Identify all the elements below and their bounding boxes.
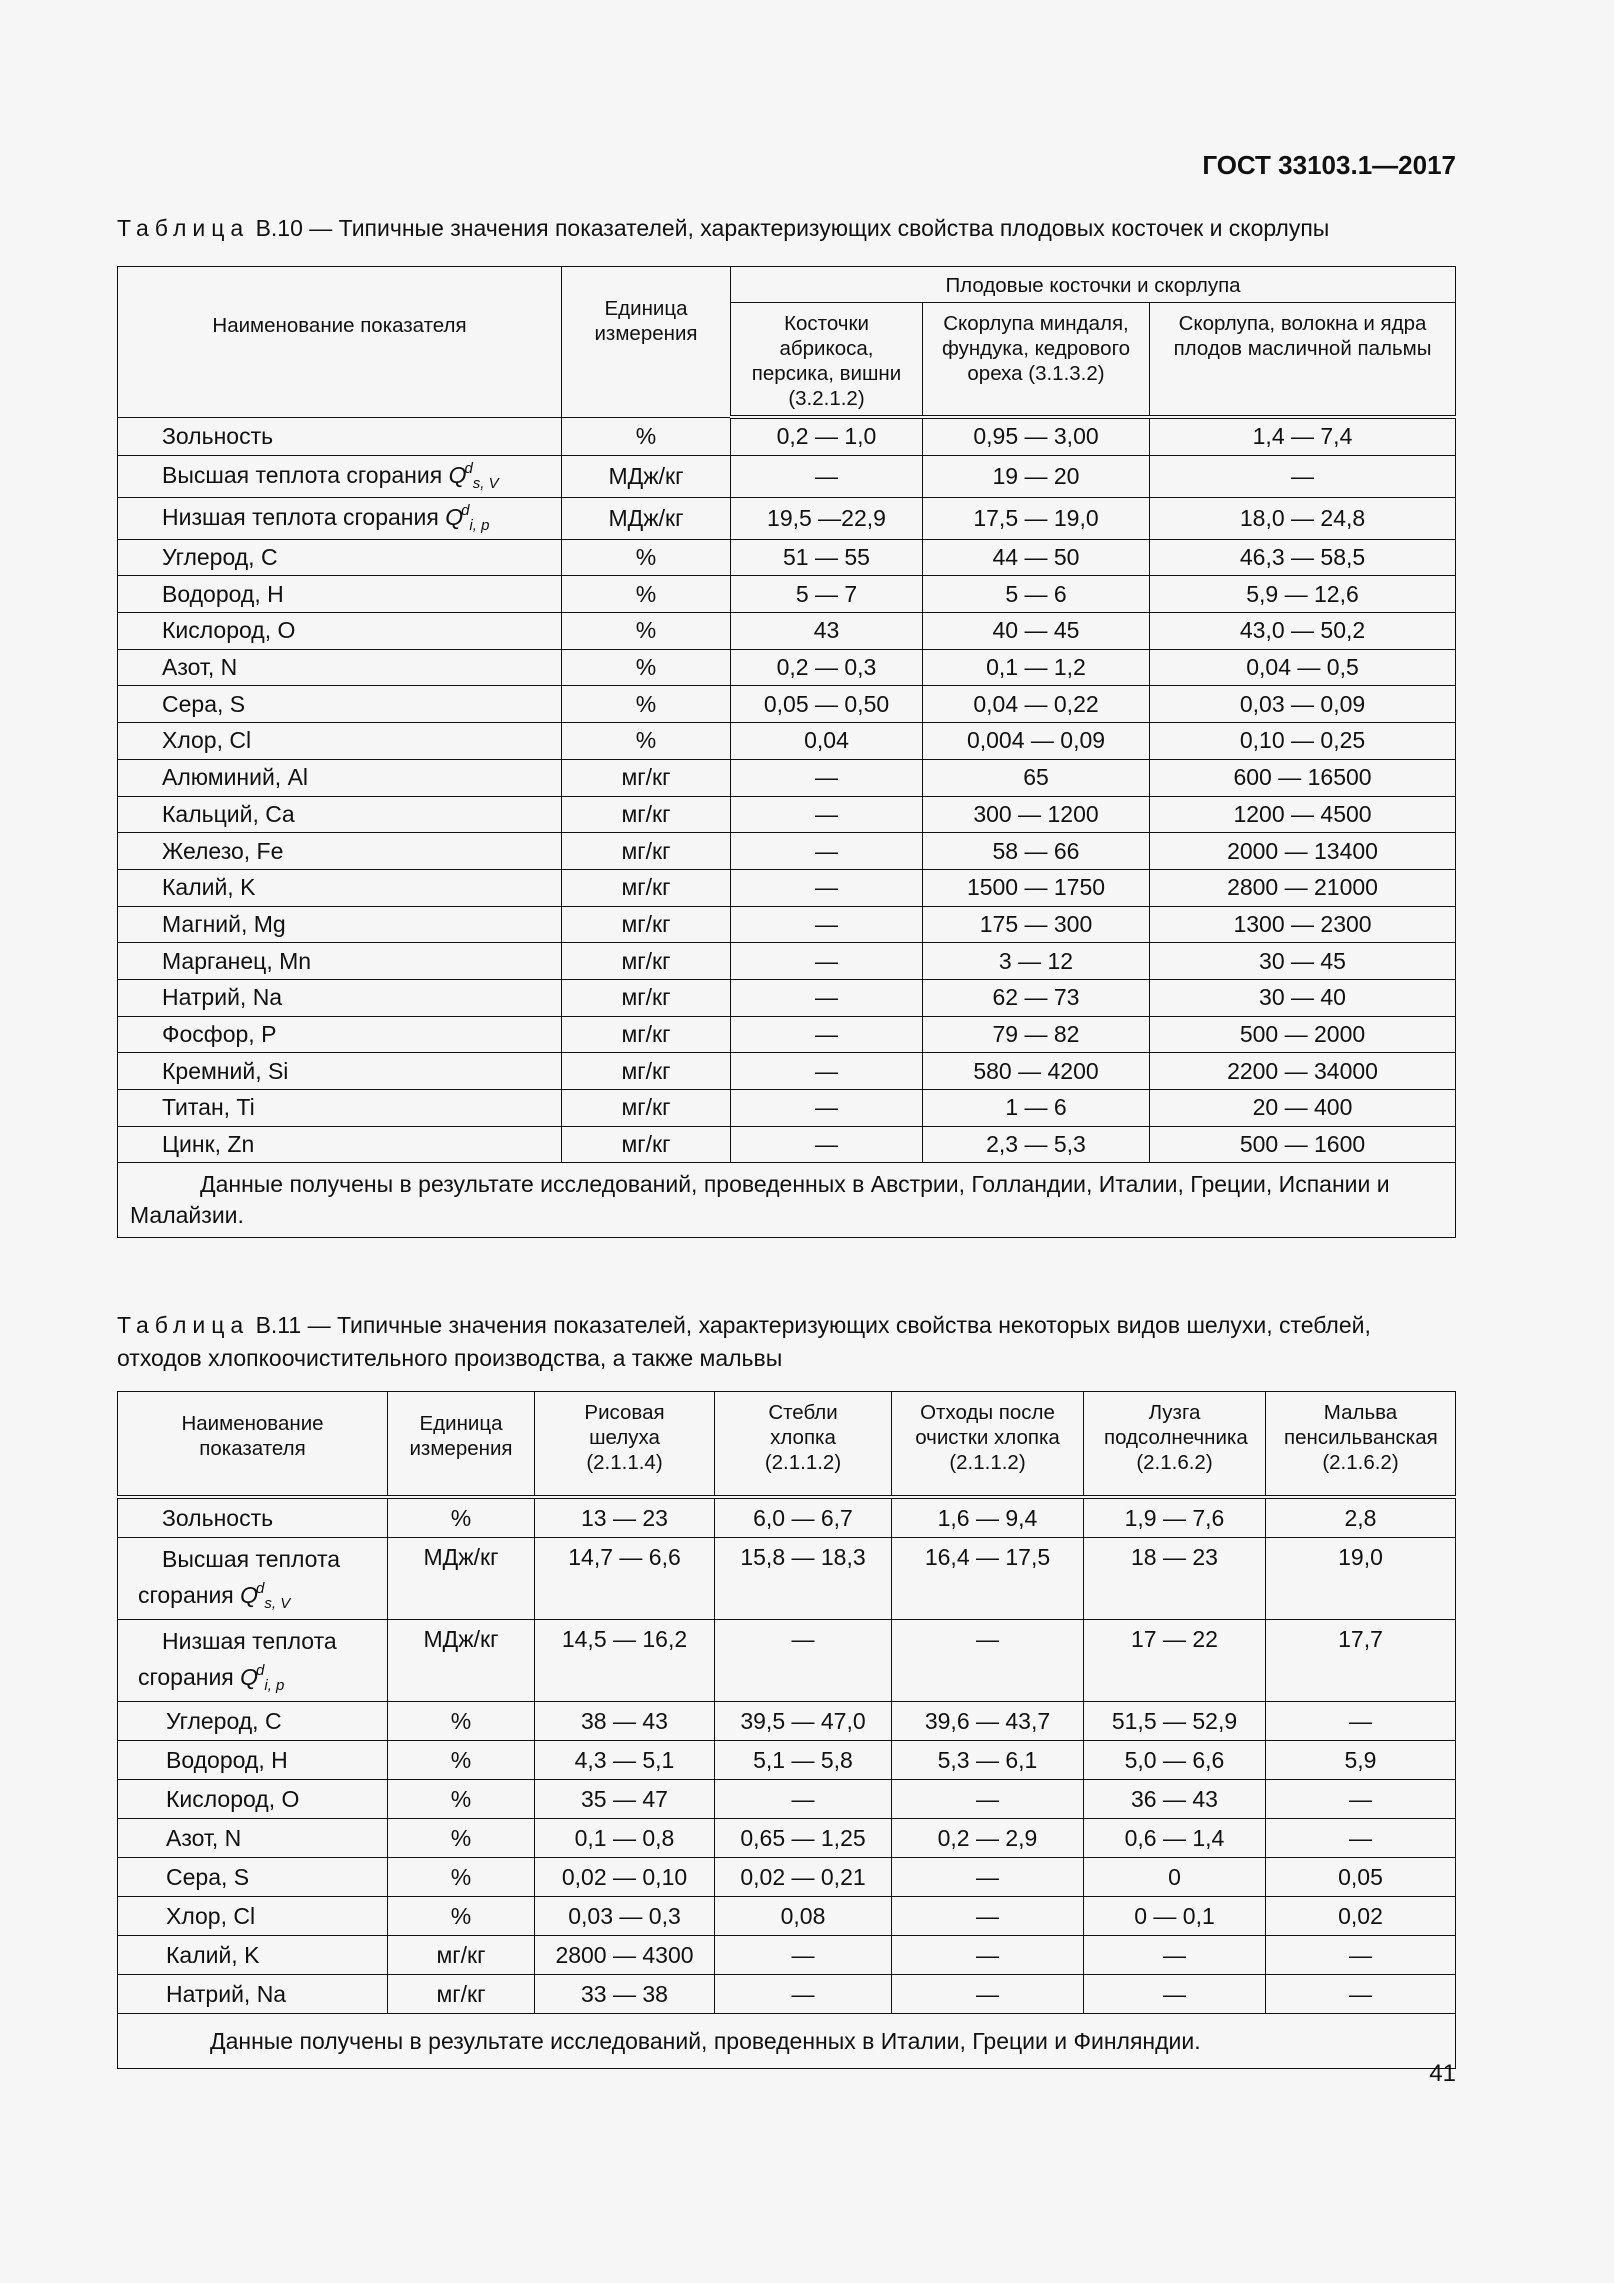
t11-high-line1: Высшая теплота: [162, 1546, 341, 1572]
t11-low-c3: —: [892, 1620, 1084, 1702]
table10-cell-c2: 58 — 66: [923, 833, 1150, 870]
table-row: [118, 539, 1456, 576]
table11-cell-c3: 0,2 — 2,9: [892, 1819, 1084, 1858]
table10-cell-c1: —: [731, 833, 923, 870]
table10-cell-c3: 30 — 40: [1150, 979, 1456, 1016]
table10-cell-c2: 1 — 6: [923, 1090, 1150, 1127]
table10-cell-c3: 2800 — 21000: [1150, 869, 1456, 906]
table11-cell-c5: 5,9: [1266, 1741, 1456, 1780]
t10-row-low-name: [118, 497, 562, 539]
t11-low-c5: 17,7: [1266, 1620, 1456, 1702]
table10-cell-c1: 0,2 — 0,3: [731, 649, 923, 686]
table11-caption-prefix: Таблица: [117, 1312, 250, 1338]
table10-cell-c3: 20 — 400: [1150, 1090, 1456, 1127]
table-row: [118, 759, 1456, 796]
t11-low-unit: МДж/кг: [388, 1620, 535, 1702]
t11-low-line1: Низшая теплота: [162, 1628, 337, 1654]
table-row: [118, 649, 1456, 686]
table10-cell-name: Калий, K: [118, 869, 562, 906]
table11-cell-unit: %: [388, 1702, 535, 1741]
table-row: [118, 1016, 1456, 1053]
table11-cell-c1: 38 — 43: [535, 1702, 715, 1741]
table-row: [118, 1819, 1456, 1858]
table10-cell-c2: 0,1 — 1,2: [923, 649, 1150, 686]
t10-high-c3: —: [1150, 455, 1456, 497]
table10-cell-c2: 5 — 6: [923, 576, 1150, 613]
table10-cell-name: Магний, Mg: [118, 906, 562, 943]
t11-high-unit: МДж/кг: [388, 1538, 535, 1620]
q-subscript: i, p: [264, 1677, 285, 1694]
table-row: [118, 1858, 1456, 1897]
table10-cell-c3: 30 — 45: [1150, 943, 1456, 980]
table10-cell-c2: 0,004 — 0,09: [923, 723, 1150, 760]
table10-caption: [117, 212, 1457, 245]
table10-cell-c3: 0,10 — 0,25: [1150, 723, 1456, 760]
table11-cell-c4: —: [1084, 1975, 1266, 2014]
table10-cell-c3: 43,0 — 50,2: [1150, 613, 1456, 650]
table11-cell-c1: 0,02 — 0,10: [535, 1858, 715, 1897]
table10-cell-c1: —: [731, 943, 923, 980]
table10-cell-c3: 500 — 2000: [1150, 1016, 1456, 1053]
table-row: [118, 833, 1456, 870]
table11-cell-c2: 0,08: [715, 1897, 892, 1936]
table10-cell-c3: 600 — 16500: [1150, 759, 1456, 796]
table11-cell-c4: 0 — 0,1: [1084, 1897, 1266, 1936]
q-superscript: d: [256, 1662, 265, 1679]
table10-cell-c1: —: [731, 1090, 923, 1127]
table10-cell-c2: 0,95 — 3,00: [923, 417, 1150, 455]
table11-cell-c3: —: [892, 1975, 1084, 2014]
table10-cell-c1: —: [731, 906, 923, 943]
table10-cell-unit: мг/кг: [562, 1126, 731, 1163]
table11-cell-name: Калий, K: [118, 1936, 388, 1975]
t11-high-c5: 19,0: [1266, 1538, 1456, 1620]
table-row: [118, 576, 1456, 613]
table10-cell-unit: мг/кг: [562, 979, 731, 1016]
t11-ash-c4: 1,9 — 7,6: [1084, 1497, 1266, 1538]
t11-high-c4: 18 — 23: [1084, 1538, 1266, 1620]
table10-cell-c2: 62 — 73: [923, 979, 1150, 1016]
table11-cell-c2: —: [715, 1975, 892, 2014]
t10-low-unit: МДж/кг: [562, 497, 731, 539]
table11-cell-c1: 0,03 — 0,3: [535, 1897, 715, 1936]
table10-cell-name: Цинк, Zn: [118, 1126, 562, 1163]
table11-cell-c1: 0,1 — 0,8: [535, 1819, 715, 1858]
table-row: [118, 686, 1456, 723]
table10-cell-c2: 79 — 82: [923, 1016, 1150, 1053]
t11-header-cotton-waste: Отходы после очистки хлопка (2.1.1.2): [892, 1392, 1084, 1498]
table10-cell-c3: 500 — 1600: [1150, 1126, 1456, 1163]
t11-low-name: [118, 1620, 388, 1702]
table11-cell-c4: 5,0 — 6,6: [1084, 1741, 1266, 1780]
table10-cell-c1: —: [731, 796, 923, 833]
table-row: [118, 455, 1456, 497]
table11-cell-c3: 39,6 — 43,7: [892, 1702, 1084, 1741]
table11-cell-c3: 5,3 — 6,1: [892, 1741, 1084, 1780]
t11-high-name: [118, 1538, 388, 1620]
t11-high-c3: 16,4 — 17,5: [892, 1538, 1084, 1620]
table11-cell-c5: —: [1266, 1702, 1456, 1741]
table10-cell-c1: —: [731, 1016, 923, 1053]
table-row: [118, 1975, 1456, 2014]
table-row: [118, 979, 1456, 1016]
table10-cell-c3: 46,3 — 58,5: [1150, 539, 1456, 576]
table-row: [118, 723, 1456, 760]
t10-header-apricot: Косточки абрикоса, персика, вишни (3.2.1.2): [731, 303, 923, 418]
table11-cell-c2: 0,65 — 1,25: [715, 1819, 892, 1858]
table10-cell-name: Углерод, C: [118, 539, 562, 576]
table-row: [118, 613, 1456, 650]
t11-high-line2: сгорания: [138, 1582, 241, 1608]
table-row: [118, 1053, 1456, 1090]
table11-cell-c5: —: [1266, 1975, 1456, 2014]
t10-note: Данные получены в результате исследований, проведенных в Австрии, Голландии, Италии, Греции, Испании и Малайзии.: [118, 1163, 1456, 1238]
q-superscript: d: [461, 502, 470, 520]
q-symbol: Q: [240, 1664, 259, 1690]
table10-cell-c3: 1200 — 4500: [1150, 796, 1456, 833]
table10-cell-c2: 44 — 50: [923, 539, 1150, 576]
table10-cell-c1: —: [731, 869, 923, 906]
t10-header-name: Наименование показателя: [118, 267, 562, 418]
table11-cell-unit: %: [388, 1780, 535, 1819]
table10-cell-unit: мг/кг: [562, 759, 731, 796]
table10-caption-prefix: Таблица: [117, 215, 250, 241]
table11-cell-c5: 0,05: [1266, 1858, 1456, 1897]
table11-cell-c4: 51,5 — 52,9: [1084, 1702, 1266, 1741]
table10-cell-c2: 0,04 — 0,22: [923, 686, 1150, 723]
table-row: [118, 1702, 1456, 1741]
table10-cell-unit: %: [562, 417, 731, 455]
q-symbol: Q: [240, 1582, 259, 1608]
t11-ash-c2: 6,0 — 6,7: [715, 1497, 892, 1538]
table10-cell-unit: %: [562, 539, 731, 576]
table11-cell-c5: —: [1266, 1819, 1456, 1858]
table11-cell-name: Сера, S: [118, 1858, 388, 1897]
table-row: [118, 869, 1456, 906]
q-symbol: Q: [445, 504, 464, 531]
table11-cell-name: Кислород, O: [118, 1780, 388, 1819]
table-row: [118, 1090, 1456, 1127]
table10-cell-unit: %: [562, 576, 731, 613]
t11-ash-c1: 13 — 23: [535, 1497, 715, 1538]
table10-cell-name: Фосфор, P: [118, 1016, 562, 1053]
table10-cell-name: Водород, H: [118, 576, 562, 613]
table10-cell-c1: 0,2 — 1,0: [731, 417, 923, 455]
t10-high-c2: 19 — 20: [923, 455, 1150, 497]
table-row: [118, 1620, 1456, 1702]
t11-header-rice: Рисовая шелуха (2.1.1.4): [535, 1392, 715, 1498]
t11-low-line2: сгорания: [138, 1664, 241, 1690]
table11-cell-unit: мг/кг: [388, 1975, 535, 2014]
table10-cell-c2: 1500 — 1750: [923, 869, 1150, 906]
table11-caption-text: В.11 — Типичные значения показателей, характеризующих свойства некоторых видов шелухи, стеблей, отходов хлопкоочистительного производства, а также мальвы: [117, 1312, 1371, 1371]
table10-cell-name: Марганец, Mn: [118, 943, 562, 980]
table10-cell-c3: 5,9 — 12,6: [1150, 576, 1456, 613]
t11-low-c4: 17 — 22: [1084, 1620, 1266, 1702]
t11-ash-c5: 2,8: [1266, 1497, 1456, 1538]
table11-cell-unit: %: [388, 1819, 535, 1858]
table10-cell-c2: 2,3 — 5,3: [923, 1126, 1150, 1163]
table-row: [118, 906, 1456, 943]
table10-cell-unit: %: [562, 649, 731, 686]
table11-cell-unit: %: [388, 1897, 535, 1936]
table10-cell-unit: %: [562, 723, 731, 760]
t10-low-c3: 18,0 — 24,8: [1150, 497, 1456, 539]
table-row: [118, 1497, 1456, 1538]
table11-cell-c3: —: [892, 1780, 1084, 1819]
table10-cell-name: Азот, N: [118, 649, 562, 686]
table-row: [118, 417, 1456, 455]
page-number: 41: [1429, 2060, 1456, 2087]
table11-cell-name: Углерод, C: [118, 1702, 388, 1741]
table10-cell-name: Сера, S: [118, 686, 562, 723]
table11-cell-unit: %: [388, 1858, 535, 1897]
table11-cell-c3: —: [892, 1936, 1084, 1975]
table11-cell-c1: 2800 — 4300: [535, 1936, 715, 1975]
t11-header-sunflower: Лузга подсолнечника (2.1.6.2): [1084, 1392, 1266, 1498]
table10-cell-unit: мг/кг: [562, 943, 731, 980]
table10-cell-c1: 43: [731, 613, 923, 650]
table10-cell-name: Титан, Ti: [118, 1090, 562, 1127]
q-subscript: s, V: [472, 475, 499, 493]
table11-cell-c4: 0: [1084, 1858, 1266, 1897]
table10-cell-c1: 0,04: [731, 723, 923, 760]
table10-cell-c3: 0,04 — 0,5: [1150, 649, 1456, 686]
table-row: [118, 1936, 1456, 1975]
table10-cell-c3: 1300 — 2300: [1150, 906, 1456, 943]
table-row: [118, 1741, 1456, 1780]
table11-cell-c3: —: [892, 1858, 1084, 1897]
table11-cell-c2: —: [715, 1780, 892, 1819]
t10-high-label: Высшая теплота сгорания: [162, 462, 449, 489]
table10-cell-unit: мг/кг: [562, 1016, 731, 1053]
q-subscript: i, p: [469, 517, 490, 535]
table-row: [118, 1897, 1456, 1936]
t10-high-c1: —: [731, 455, 923, 497]
table11-cell-c5: 0,02: [1266, 1897, 1456, 1936]
t11-low-c2: —: [715, 1620, 892, 1702]
table10-cell-unit: %: [562, 686, 731, 723]
table10-cell-c1: —: [731, 1126, 923, 1163]
table10-cell-name: Железо, Fe: [118, 833, 562, 870]
q-superscript: d: [256, 1580, 265, 1597]
table10-cell-unit: мг/кг: [562, 1053, 731, 1090]
t11-low-c1: 14,5 — 16,2: [535, 1620, 715, 1702]
t10-header-group: Плодовые косточки и скорлупа: [731, 267, 1456, 303]
q-subscript: s, V: [264, 1595, 291, 1612]
t11-header-mallow: Мальва пенсильванская (2.1.6.2): [1266, 1392, 1456, 1498]
table11-cell-c4: —: [1084, 1936, 1266, 1975]
table-row: [118, 497, 1456, 539]
table-row: [118, 1126, 1456, 1163]
table10-cell-c1: 5 — 7: [731, 576, 923, 613]
q-superscript: d: [464, 460, 473, 478]
table10-cell-name: Алюминий, Al: [118, 759, 562, 796]
table-row: [118, 943, 1456, 980]
table11-cell-name: Хлор, Cl: [118, 1897, 388, 1936]
table-row: [118, 796, 1456, 833]
standard-code: ГОСТ 33103.1—2017: [1202, 150, 1456, 180]
q-symbol: Q: [448, 462, 467, 489]
table10-cell-name: Кремний, Si: [118, 1053, 562, 1090]
table10-cell-c1: 0,05 — 0,50: [731, 686, 923, 723]
table10-cell-c2: 3 — 12: [923, 943, 1150, 980]
table10-cell-unit: мг/кг: [562, 833, 731, 870]
table10-cell-unit: мг/кг: [562, 906, 731, 943]
t10-header-palm: Скорлупа, волокна и ядра плодов масличной пальмы: [1150, 303, 1456, 418]
table11-cell-c1: 33 — 38: [535, 1975, 715, 2014]
t11-header-cotton-stalks: Стебли хлопка (2.1.1.2): [715, 1392, 892, 1498]
table10-cell-c2: 65: [923, 759, 1150, 796]
table11-cell-c1: 4,3 — 5,1: [535, 1741, 715, 1780]
table11-cell-c3: —: [892, 1897, 1084, 1936]
table11-cell-c4: 36 — 43: [1084, 1780, 1266, 1819]
table11-cell-c5: —: [1266, 1936, 1456, 1975]
table10-cell-c1: 51 — 55: [731, 539, 923, 576]
table10-cell-unit: мг/кг: [562, 796, 731, 833]
table10-cell-c2: 40 — 45: [923, 613, 1150, 650]
table-row: [118, 1538, 1456, 1620]
table11-cell-c4: 0,6 — 1,4: [1084, 1819, 1266, 1858]
table10-cell-c2: 300 — 1200: [923, 796, 1150, 833]
table11-cell-c2: 5,1 — 5,8: [715, 1741, 892, 1780]
table10-cell-c3: 2000 — 13400: [1150, 833, 1456, 870]
table10-caption-text: В.10 — Типичные значения показателей, характеризующих свойства плодовых косточек и скорлупы: [249, 215, 1330, 241]
t11-high-c2: 15,8 — 18,3: [715, 1538, 892, 1620]
table11-cell-c5: —: [1266, 1780, 1456, 1819]
table11-cell-c2: 39,5 — 47,0: [715, 1702, 892, 1741]
table-row: [118, 1780, 1456, 1819]
table10-cell-c2: 175 — 300: [923, 906, 1150, 943]
table11-cell-name: Азот, N: [118, 1819, 388, 1858]
table10-cell-name: Кальций, Ca: [118, 796, 562, 833]
table11-cell-name: Натрий, Na: [118, 1975, 388, 2014]
table10-cell-c1: —: [731, 1053, 923, 1090]
t10-low-label: Низшая теплота сгорания: [162, 504, 446, 531]
table11-caption: [117, 1309, 1457, 1375]
t11-ash-c3: 1,6 — 9,4: [892, 1497, 1084, 1538]
t10-header-unit: Единица измерения: [562, 267, 731, 418]
t11-note: Данные получены в результате исследований, проведенных в Италии, Греции и Финляндии.: [118, 2014, 1456, 2069]
table11: [117, 1391, 1456, 2069]
table10-cell-c1: —: [731, 979, 923, 1016]
table11-cell-c1: 35 — 47: [535, 1780, 715, 1819]
t11-header-name: Наименование показателя: [118, 1392, 388, 1498]
table10-cell-c2: 580 — 4200: [923, 1053, 1150, 1090]
table10-cell-name: Кислород, O: [118, 613, 562, 650]
table11-cell-c2: 0,02 — 0,21: [715, 1858, 892, 1897]
t10-header-shell: Скорлупа миндаля, фундука, кедрового ореха (3.1.3.2): [923, 303, 1150, 418]
table10: [117, 266, 1456, 1238]
t11-high-c1: 14,7 — 6,6: [535, 1538, 715, 1620]
table10-cell-c3: 1,4 — 7,4: [1150, 417, 1456, 455]
t11-ash-name: Зольность: [118, 1497, 388, 1538]
table10-cell-name: Натрий, Na: [118, 979, 562, 1016]
table11-cell-name: Водород, H: [118, 1741, 388, 1780]
t10-low-c2: 17,5 — 19,0: [923, 497, 1150, 539]
table10-cell-unit: %: [562, 613, 731, 650]
t11-ash-unit: %: [388, 1497, 535, 1538]
table11-cell-c2: —: [715, 1936, 892, 1975]
table10-cell-c1: —: [731, 759, 923, 796]
table10-cell-name: Зольность: [118, 417, 562, 455]
table10-cell-unit: мг/кг: [562, 1090, 731, 1127]
table10-cell-c3: 2200 — 34000: [1150, 1053, 1456, 1090]
table11-cell-unit: %: [388, 1741, 535, 1780]
t10-high-unit: МДж/кг: [562, 455, 731, 497]
table10-cell-name: Хлор, Cl: [118, 723, 562, 760]
table10-cell-unit: мг/кг: [562, 869, 731, 906]
t11-header-unit: Единица измерения: [388, 1392, 535, 1498]
table11-cell-unit: мг/кг: [388, 1936, 535, 1975]
t10-row-high-name: [118, 455, 562, 497]
table10-cell-c3: 0,03 — 0,09: [1150, 686, 1456, 723]
t10-low-c1: 19,5 —22,9: [731, 497, 923, 539]
